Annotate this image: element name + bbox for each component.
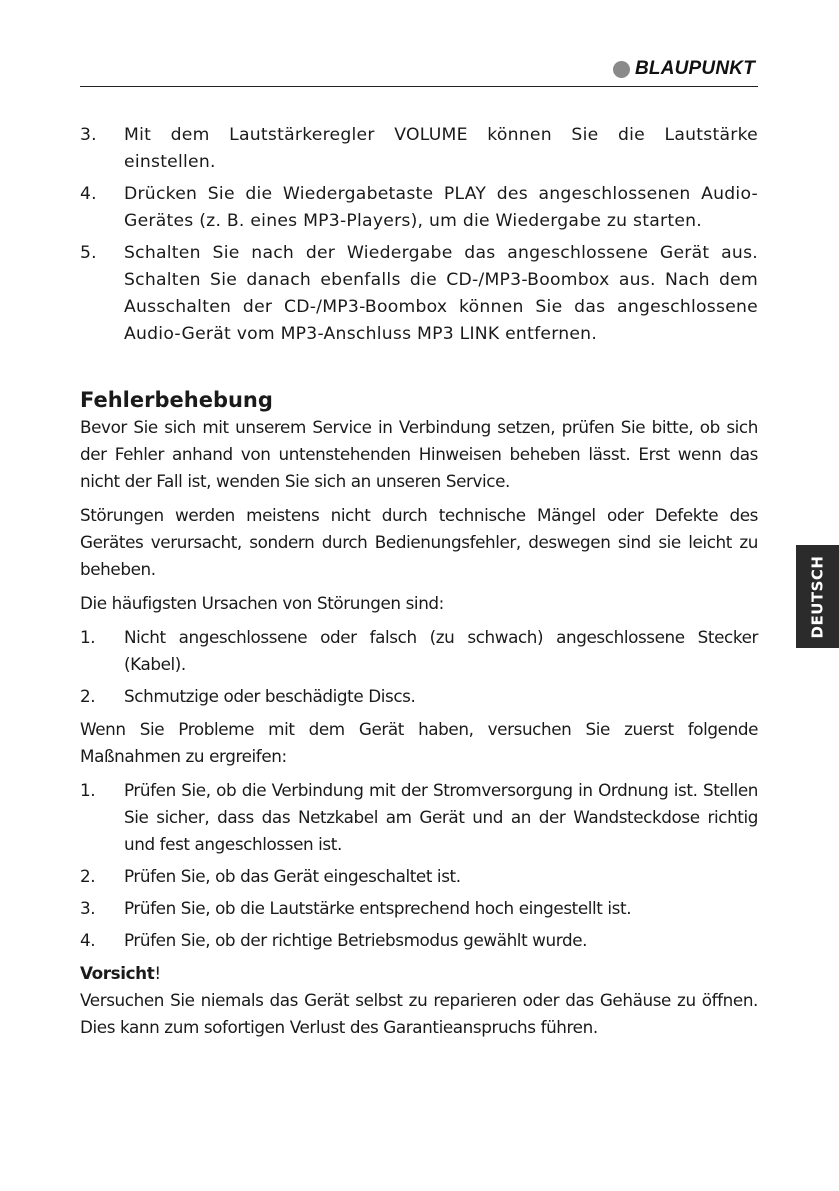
language-tab-label: DEUTSCH: [808, 555, 827, 638]
list-text: Prüfen Sie, ob die Verbindung mit der Stromversorgung in Ordnung ist. Stellen Sie sicher, dass das Netzkabel am Gerät und an der Wandsteckdose richtig und fest angeschlossen ist.: [124, 780, 758, 854]
list-text: Schalten Sie nach der Wiedergabe das angeschlossene Gerät aus. Schalten Sie danach ebenfalls die CD-/MP3-Boombox aus. Nach dem Ausschalten der CD-/MP3-Boombox können Sie das angeschlossene Audio-Gerät vom MP3-Anschluss MP3 LINK entfernen.: [124, 243, 758, 344]
list-item: [80, 895, 758, 922]
list-number: 5.: [80, 243, 97, 263]
list-item: [80, 927, 758, 954]
list-number: 4.: [80, 930, 96, 950]
list-text: Drücken Sie die Wiedergabetaste PLAY des angeschlossenen Audio-Gerätes (z. B. eines MP3-Players), um die Wiedergabe zu starten.: [124, 184, 758, 231]
brand-logo: [613, 58, 755, 80]
list-item: [80, 624, 758, 678]
list-item: [80, 181, 758, 235]
list-text: Mit dem Lautstärkeregler VOLUME können Sie die Lautstärke einstellen.: [124, 125, 758, 172]
list-number: 3.: [80, 125, 97, 145]
causes-list: [80, 624, 758, 710]
intro-paragraph: Störungen werden meistens nicht durch technische Mängel oder Defekte des Gerätes verursacht, sondern durch Bedienungsfehler, deswegen sind sie leicht zu beheben.: [80, 505, 758, 579]
language-tab: [796, 545, 839, 648]
list-item: [80, 863, 758, 890]
page-content: [80, 122, 758, 1048]
list-text: Prüfen Sie, ob das Gerät eingeschaltet ist.: [124, 866, 461, 886]
causes-intro: Die häufigsten Ursachen von Störungen sind:: [80, 593, 444, 613]
list-number: 4.: [80, 184, 97, 204]
logo-dot-icon: [613, 61, 630, 78]
list-number: 2.: [80, 686, 96, 706]
list-number: 1.: [80, 627, 96, 647]
troubleshooting-body: [80, 414, 758, 1041]
caution-text: Versuchen Sie niemals das Gerät selbst zu reparieren oder das Gehäuse zu öffnen. Dies kann zum sofortigen Verlust des Garantieanspruchs führen.: [80, 990, 758, 1037]
steps-top-block: [80, 122, 758, 348]
list-number: 1.: [80, 780, 96, 800]
header-divider: [80, 86, 758, 87]
steps-top-list: [80, 122, 758, 348]
caution-title: Vorsicht: [80, 963, 155, 983]
list-number: 3.: [80, 898, 96, 918]
measures-list: [80, 777, 758, 954]
intro-paragraph: Bevor Sie sich mit unserem Service in Verbindung setzen, prüfen Sie bitte, ob sich der Fehler anhand von untenstehenden Hinweisen beheben lässt. Erst wenn das nicht der Fall ist, wenden Sie sich an unseren Service.: [80, 417, 758, 491]
list-text: Prüfen Sie, ob die Lautstärke entsprechend hoch eingestellt ist.: [124, 898, 632, 918]
list-number: 2.: [80, 866, 96, 886]
brand-name: BLAUPUNKT: [634, 58, 755, 79]
measures-intro: Wenn Sie Probleme mit dem Gerät haben, versuchen Sie zuerst folgende Maßnahmen zu ergreifen:: [80, 719, 758, 766]
caution-mark: !: [154, 963, 161, 983]
list-item: [80, 683, 758, 710]
list-text: Nicht angeschlossene oder falsch (zu schwach) angeschlossene Stecker (Kabel).: [124, 627, 758, 674]
section-heading: Fehlerbehebung: [80, 388, 273, 412]
list-item: [80, 240, 758, 348]
list-text: Schmutzige oder beschädigte Discs.: [124, 686, 416, 706]
caution-heading: [80, 960, 758, 987]
list-item: [80, 777, 758, 858]
list-item: [80, 122, 758, 176]
list-text: Prüfen Sie, ob der richtige Betriebsmodus gewählt wurde.: [124, 930, 588, 950]
